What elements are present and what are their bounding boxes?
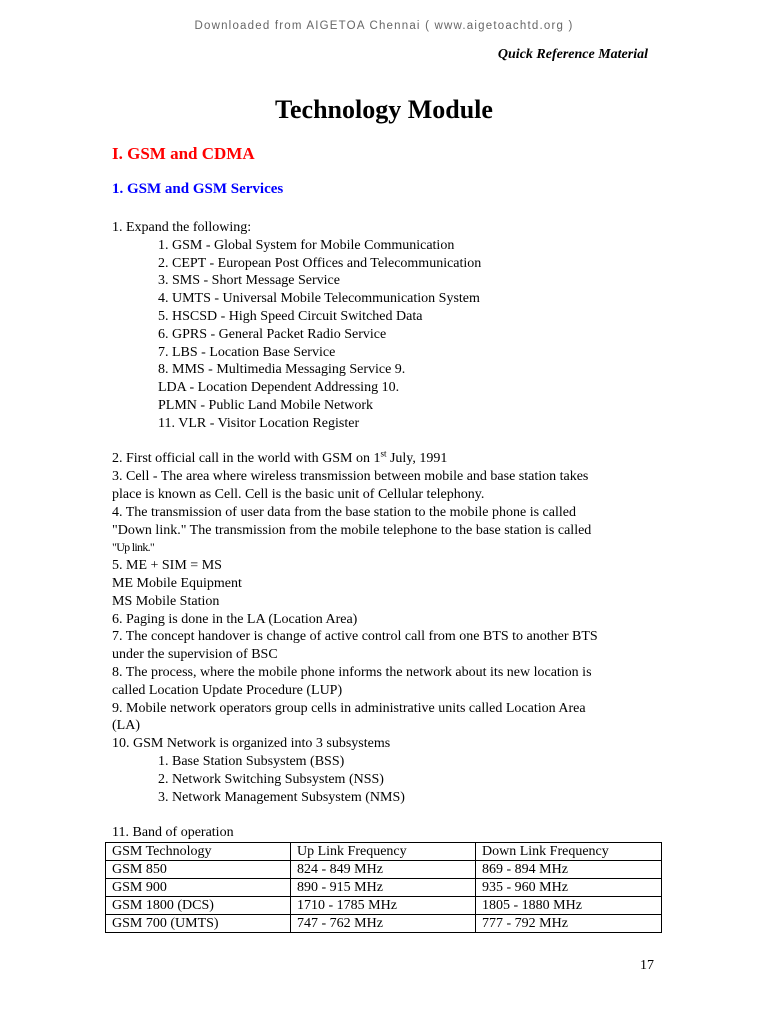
table-row (106, 914, 662, 932)
table-cell: GSM 700 (UMTS) (106, 914, 291, 932)
page-title: Technology Module (275, 95, 493, 124)
q8-line: called Location Update Procedure (LUP) (112, 682, 343, 698)
q10-item: 2. Network Switching Subsystem (NSS) (158, 771, 384, 787)
q3-line: place is known as Cell. Cell is the basic unit of Cellular telephony. (112, 486, 485, 502)
q4-line: "Down link." The transmission from the mobile telephone to the base station is called (112, 522, 592, 538)
subsection-heading: 1. GSM and GSM Services (112, 181, 284, 197)
q2-line (112, 450, 672, 468)
q7-line: 7. The concept handover is change of active control call from one BTS to another BTS (112, 629, 598, 645)
table-row (106, 896, 662, 914)
q3-line: 3. Cell - The area where wireless transmission between mobile and base station takes (112, 469, 589, 485)
q11-heading: 11. Band of operation (112, 825, 234, 841)
q6-line: 6. Paging is done in the LA (Location Area) (112, 611, 358, 627)
download-source-note: Downloaded from AIGETOA Chennai ( www.aigetoachtd.org ) (194, 20, 574, 32)
q5-line: MS Mobile Station (112, 593, 220, 609)
q10-heading: 10. GSM Network is organized into 3 subsystems (112, 736, 391, 752)
table-cell: 824 - 849 MHz (291, 860, 476, 878)
q4-line: 4. The transmission of user data from the base station to the mobile phone is called (112, 504, 576, 520)
q5-line: ME Mobile Equipment (112, 575, 242, 591)
table-cell: GSM 850 (106, 860, 291, 878)
table-cell: 890 - 915 MHz (291, 878, 476, 896)
page-number: 17 (640, 958, 654, 973)
table-header-cell: Up Link Frequency (291, 842, 476, 860)
q2-superscript: st (380, 448, 387, 459)
table-row (106, 860, 662, 878)
table-row (106, 878, 662, 896)
document-body (112, 219, 672, 933)
q8-line: 8. The process, where the mobile phone informs the network about its new location is (112, 664, 592, 680)
table-cell: 1805 - 1880 MHz (476, 896, 662, 914)
q1-item: 11. VLR - Visitor Location Register (158, 415, 360, 431)
band-of-operation-table (105, 842, 662, 933)
q1-item: 2. CEPT - European Post Offices and Telecommunication (158, 255, 482, 271)
section-heading: I. GSM and CDMA (112, 144, 255, 163)
quick-reference-label: Quick Reference Material (497, 47, 648, 62)
q2-text: 2. First official call in the world with GSM on 1 (112, 451, 381, 467)
table-cell: GSM 900 (106, 878, 291, 896)
table-cell: GSM 1800 (DCS) (106, 896, 291, 914)
q4-uplink: "Up link." (112, 540, 155, 555)
q7-line: under the supervision of BSC (112, 647, 278, 663)
table-cell: 747 - 762 MHz (291, 914, 476, 932)
table-cell: 1710 - 1785 MHz (291, 896, 476, 914)
q1-item: 3. SMS - Short Message Service (158, 273, 340, 289)
table-cell: 935 - 960 MHz (476, 878, 662, 896)
table-cell: 777 - 792 MHz (476, 914, 662, 932)
table-cell: 869 - 894 MHz (476, 860, 662, 878)
q1-heading: 1. Expand the following: (112, 220, 252, 235)
q1-item: LDA - Location Dependent Addressing 10. (158, 380, 400, 396)
q1-item: 1. GSM - Global System for Mobile Communication (158, 237, 455, 253)
q1-item: PLMN - Public Land Mobile Network (158, 397, 374, 413)
table-header-row (106, 842, 662, 860)
q9-line: (LA) (112, 718, 140, 734)
q1-item: 7. LBS - Location Base Service (158, 344, 336, 360)
q2-text-end: July, 1991 (386, 451, 448, 467)
q1-item: 8. MMS - Multimedia Messaging Service 9. (158, 362, 406, 378)
q1-item: 5. HSCSD - High Speed Circuit Switched Data (158, 308, 423, 324)
table-header-cell: GSM Technology (106, 842, 291, 860)
q10-item: 1. Base Station Subsystem (BSS) (158, 753, 345, 769)
q1-item: 4. UMTS - Universal Mobile Telecommunication System (158, 291, 480, 307)
q5-line: 5. ME + SIM = MS (112, 558, 222, 574)
q9-line: 9. Mobile network operators group cells in administrative units called Location Area (112, 700, 586, 716)
q10-item: 3. Network Management Subsystem (NMS) (158, 789, 405, 805)
q1-item: 6. GPRS - General Packet Radio Service (158, 326, 387, 342)
table-header-cell: Down Link Frequency (476, 842, 662, 860)
